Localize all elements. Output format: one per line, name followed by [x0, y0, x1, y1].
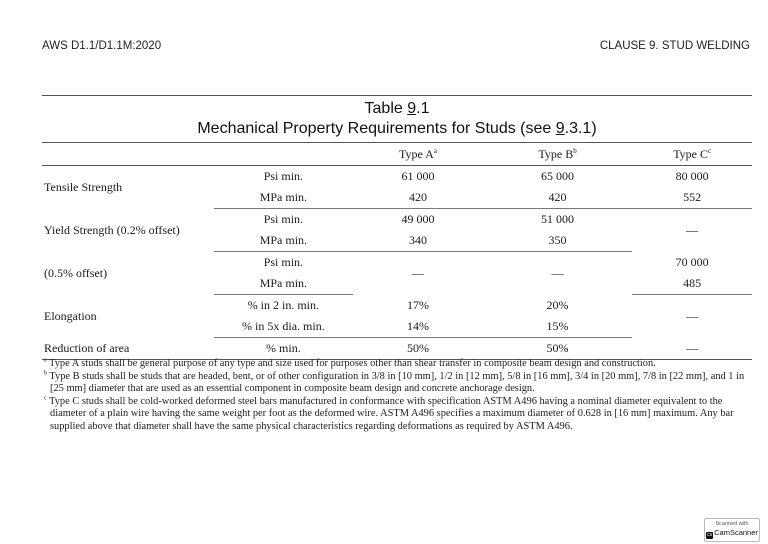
top-rule	[42, 95, 752, 96]
col-type-b: Type $B^b$	[483, 143, 633, 166]
table-row: Tensile Strength Psi min. 61 000 65 000 80 000	[42, 166, 752, 188]
table-row: Reduction of area % min. 50% 50% —	[42, 338, 752, 360]
row-label-yield: Yield Strength (0.2% offset)	[44, 222, 180, 237]
table-row: MPa min. 340 350	[42, 230, 752, 252]
col-type-c: Type $C^c$	[632, 143, 752, 166]
camscanner-logo-icon: cs	[707, 532, 713, 538]
row-label-offset: (0.5% offset)	[44, 265, 108, 280]
table-row: (0.5% offset) Psi min. — — 70 000	[42, 252, 752, 274]
table-title: Table 9.1	[364, 100, 430, 117]
table-row: % in 5x dia. min. 14% 15%	[42, 316, 752, 338]
row-label-elongation: Elongation	[44, 308, 97, 323]
table-footnotes	[42, 358, 754, 434]
row-label-tensile: Tensile Strength	[44, 179, 123, 194]
col-type-a: Type $A^a$	[353, 143, 483, 166]
table-row: Elongation % in 2 in. min. 17% 20% —	[42, 295, 752, 317]
footnote-b: $^b$ Type B studs shall be studs that are headed, bent, or of other configuration in 3/8 in [10 mm], 1/2 in [12 mm], 5/8 in [16 mm], 3/4 in [20 mm], 7/8 in [22 mm], and 1 in [25 mm] diameter that are used as an essential component in composite beam design and concrete anchorage design.	[44, 370, 745, 395]
table-row: MPa min. 485	[42, 273, 752, 295]
footnote-c: $^c$ Type C studs shall be cold-worked deformed steel bars manufactured in conformance with specification ASTM A496 having a nominal diameter equivalent to the diameter of a plain wire having the same weight per foot as the deformed wire. ASTM A496 specifies a maximum diameter of 0.628 in [16 mm] maximum. Any bar supplied above that diameter shall have the same physical characteristics regarding deformations as required by ASTM A496.	[44, 395, 734, 432]
table-subtitle: Mechanical Property Requirements for Studs (see 9.3.1)	[197, 120, 597, 137]
row-label-reduction: Reduction of area	[42, 338, 214, 360]
running-header-right: CLAUSE 9. STUD WELDING	[599, 40, 750, 52]
camscanner-watermark: Scanned with cs CamScanner	[704, 518, 760, 542]
running-header-left: AWS D1.1/D1.1M:2020	[42, 40, 162, 52]
property-table	[42, 142, 752, 360]
table-header-row	[42, 143, 752, 166]
table-row: Yield Strength (0.2% offset) Psi min. 49 000 51 000 —	[42, 209, 752, 231]
table-row: MPa min. 420 420 552	[42, 187, 752, 209]
footnote-a: $^a$ Type A studs shall be general purpose of any type and size used for purposes other than shear transfer in composite beam design and construction.	[44, 357, 656, 369]
